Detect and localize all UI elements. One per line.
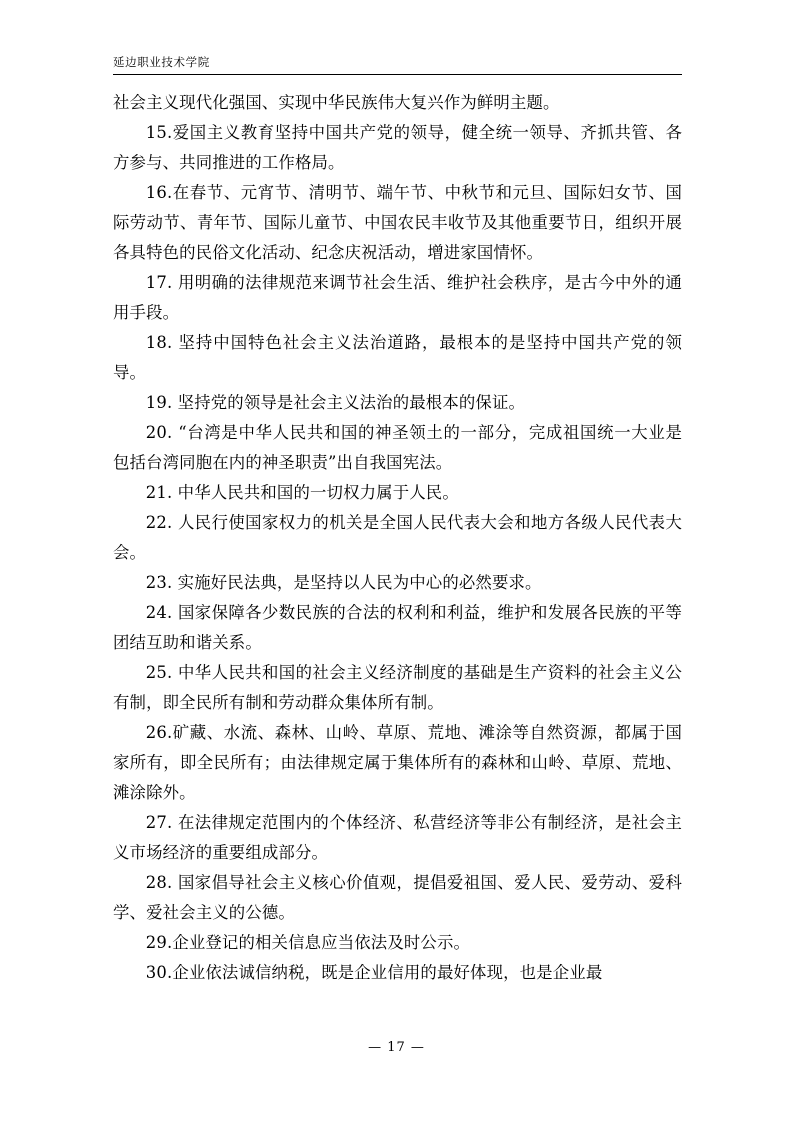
paragraph-item-27: 27. 在法律规定范围内的个体经济、私营经济等非公有制经济，是社会主义市场经济的重要组成部分。 [113,813,682,862]
paragraph-carryover: 社会主义现代化强国、实现中华民族伟大复兴作为鲜明主题。 [113,93,560,112]
page-number: — 17 — [368,1040,425,1055]
page-footer [0,1036,793,1057]
paragraph-item-23: 23. 实施好民法典，是坚持以人民为中心的必然要求。 [145,573,542,592]
header-divider [113,74,682,75]
header-institution-name: 延边职业技术学院 [113,55,210,69]
paragraph-item-21: 21. 中华人民共和国的一切权力属于人民。 [145,483,459,502]
paragraph-item-20: 20. “台湾是中华人民共和国的神圣领土的一部分，完成祖国统一大业是包括台湾同胞在内的神圣职责”出自我国宪法。 [113,423,682,472]
paragraph-item-24: 24. 国家保障各少数民族的合法的权利和利益，维护和发展各民族的平等团结互助和谐关系。 [113,603,682,652]
paragraph-item-30: 30.企业依法诚信纳税，既是企业信用的最好体现，也是企业最 [145,963,603,982]
paragraph-item-16: 16.在春节、元宵节、清明节、端午节、中秋节和元旦、国际妇女节、国际劳动节、青年节、国际儿童节、中国农民丰收节及其他重要节日，组织开展各具特色的民俗文化活动、纪念庆祝活动，增进家国情怀。 [113,183,682,262]
paragraph-item-19: 19. 坚持党的领导是社会主义法治的最根本的保证。 [145,393,526,412]
paragraph-item-26: 26.矿藏、水流、森林、山岭、草原、荒地、滩涂等自然资源，都属于国家所有，即全民所有；由法律规定属于集体所有的森林和山岭、草原、荒地、滩涂除外。 [113,723,682,802]
paragraph-item-25: 25. 中华人民共和国的社会主义经济制度的基础是生产资料的社会主义公有制，即全民所有制和劳动群众集体所有制。 [113,663,682,712]
paragraph-item-15: 15.爱国主义教育坚持中国共产党的领导，健全统一领导、齐抓共管、各方参与、共同推进的工作格局。 [113,123,682,172]
paragraph-item-18: 18. 坚持中国特色社会主义法治道路，最根本的是坚持中国共产党的领导。 [113,333,682,382]
paragraph-item-22: 22. 人民行使国家权力的机关是全国人民代表大会和地方各级人民代表大会。 [113,513,682,562]
page-header [113,54,682,83]
paragraph-item-29: 29.企业登记的相关信息应当依法及时公示。 [145,933,471,952]
paragraph-item-28: 28. 国家倡导社会主义核心价值观，提倡爱祖国、爱人民、爱劳动、爱科学、爱社会主义的公德。 [113,873,682,922]
document-body [113,88,682,988]
paragraph-item-17: 17. 用明确的法律规范来调节社会生活、维护社会秩序，是古今中外的通用手段。 [113,273,682,322]
